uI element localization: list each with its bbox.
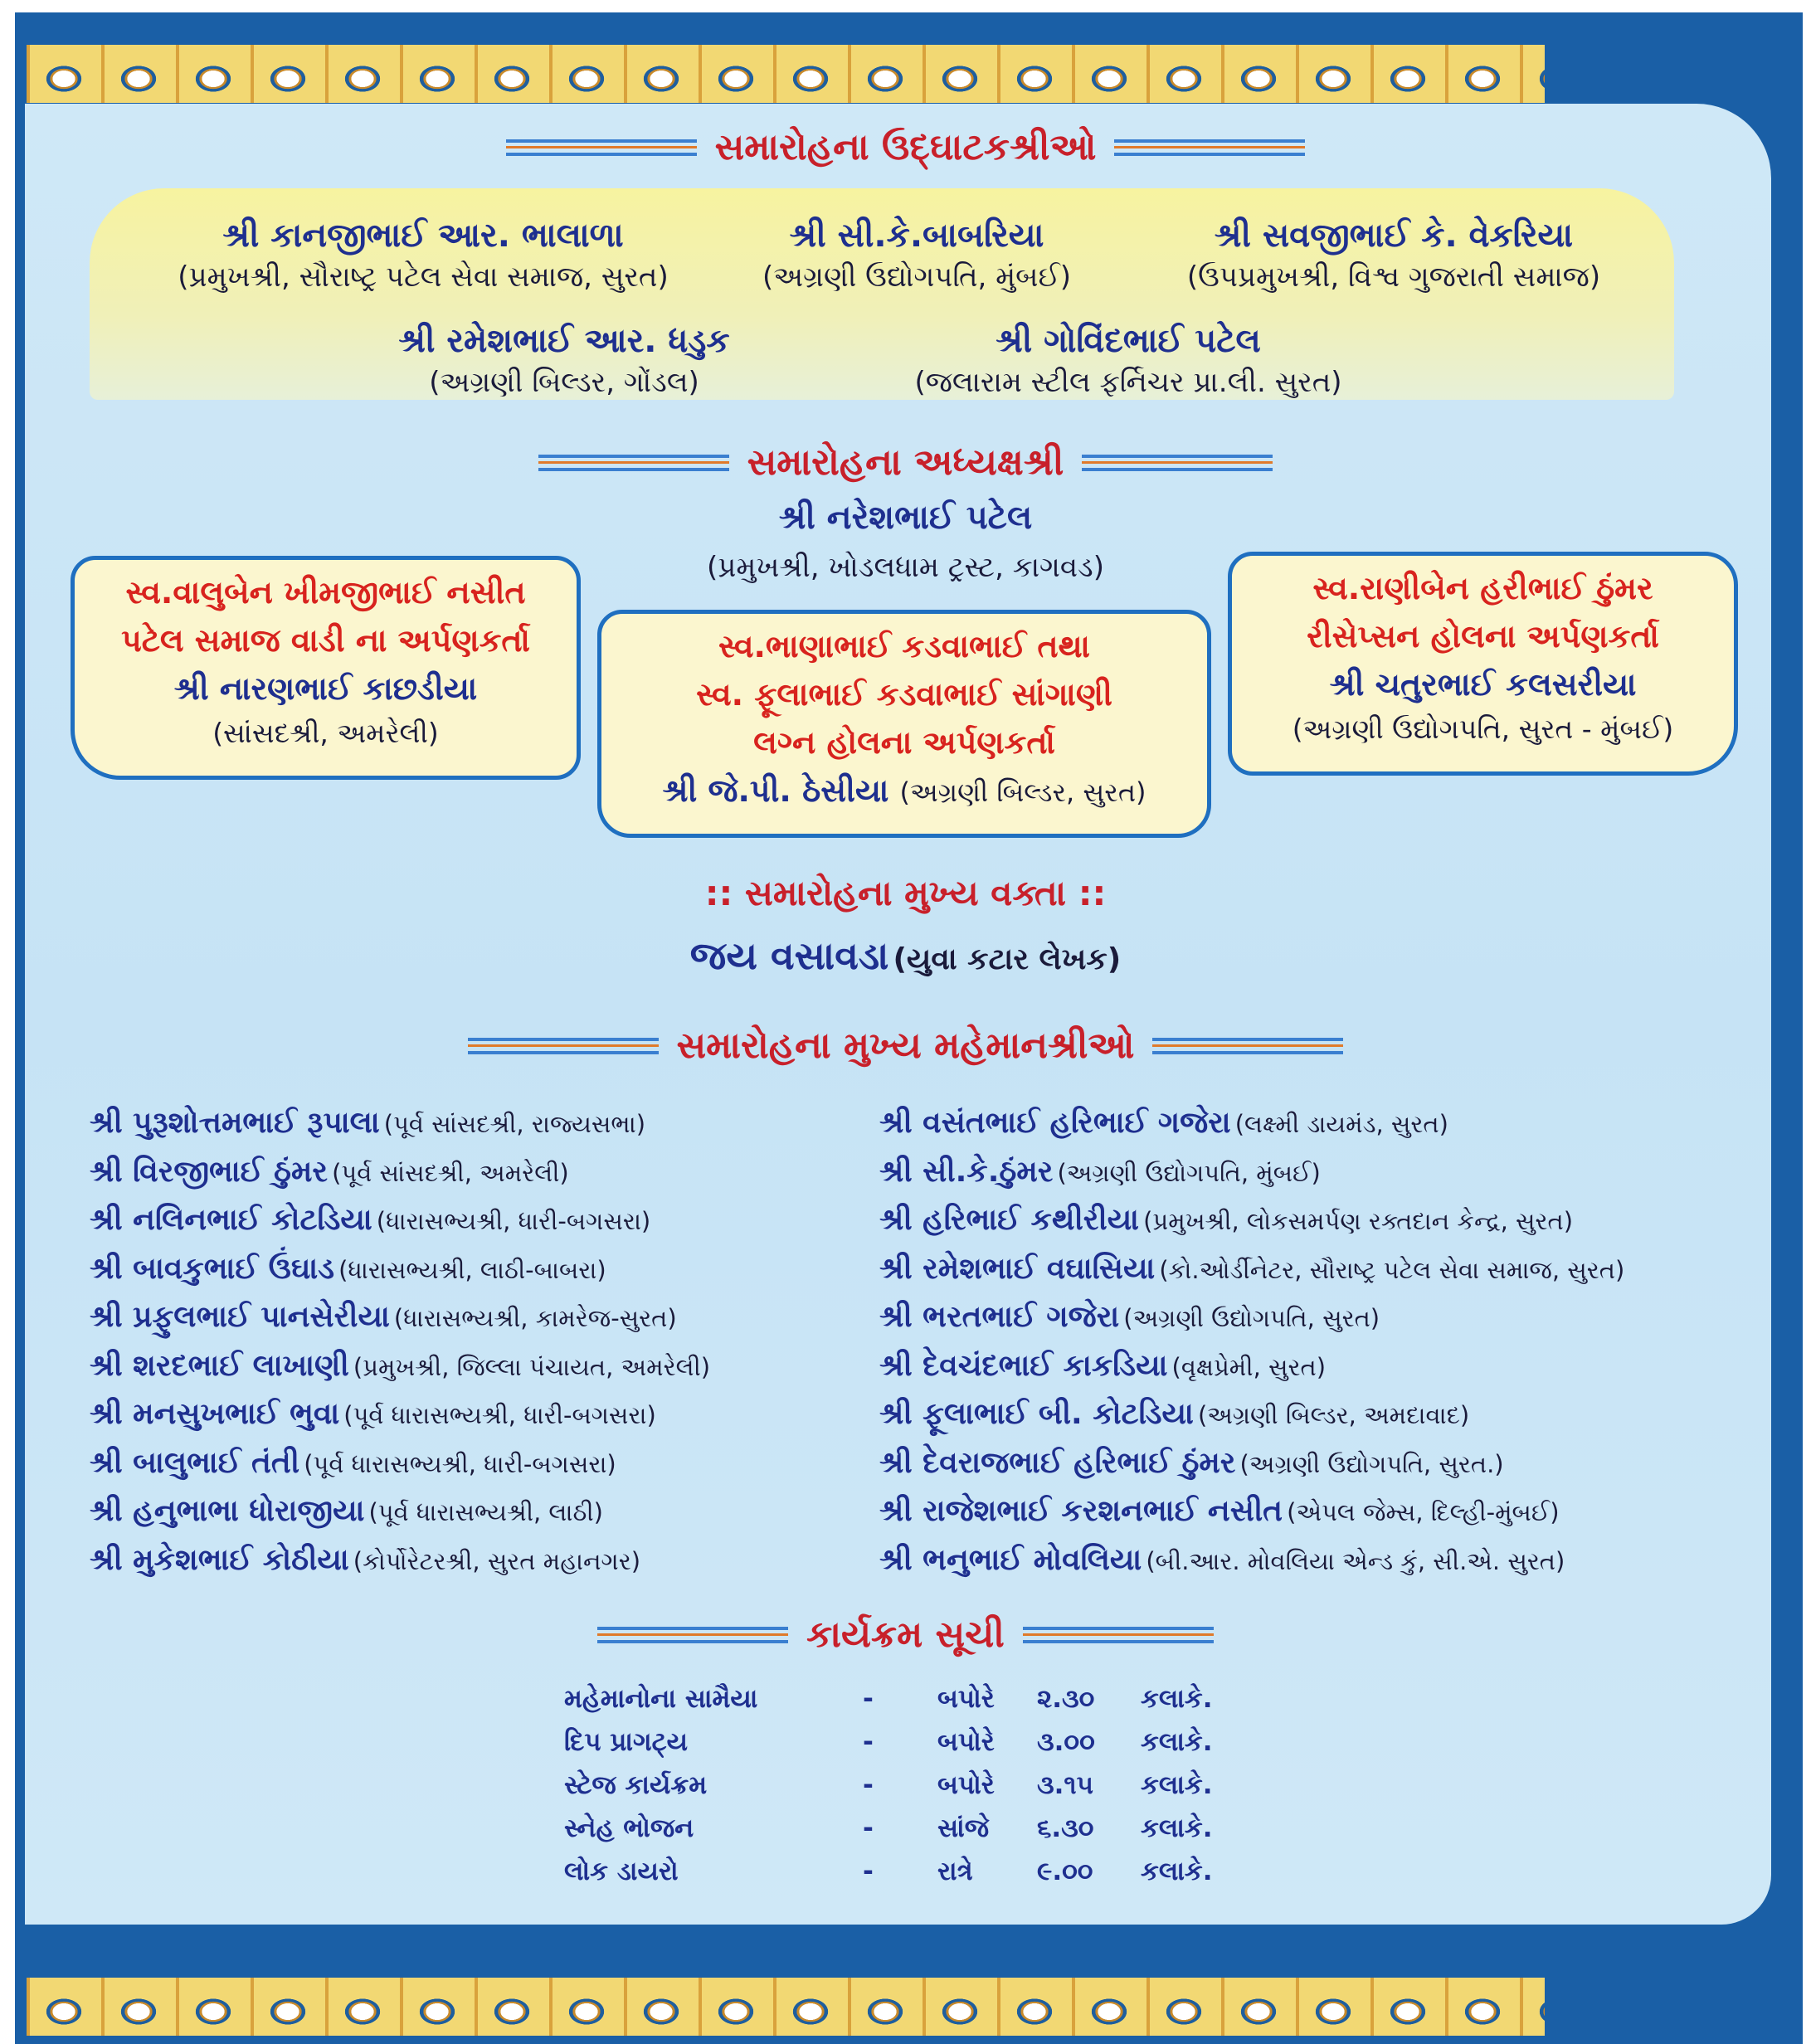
guest-name: શ્રી શરદભાઈ લાખાણી [90, 1348, 349, 1383]
guest-item [90, 1293, 710, 1342]
schedule-heading-text: કાર્યક્રમ સૂચી [806, 1613, 1005, 1656]
inaugurator-name: શ્રી રમેશભાઈ આર. ધડુક [398, 322, 730, 360]
donor-name: શ્રી નારણભાઈ કાછડીયા [173, 670, 478, 707]
schedule-table [564, 1677, 1249, 1893]
guest-role: (પૂર્વ સાંસદશ્રી, રાજ્યસભા) [383, 1110, 646, 1138]
guest-item [879, 1099, 1624, 1148]
guest-name: શ્રી રમેશભાઈ વઘાસિયા [879, 1251, 1156, 1286]
donor-name: શ્રી જે.પી. ઠેસીયા [662, 772, 889, 809]
schedule-period: રાત્રે [937, 1857, 973, 1886]
inaugurator-role: (જલારામ સ્ટીલ ફર્નિચર પ્રા.લી. સુરત) [914, 366, 1342, 399]
heading-decor-left [597, 1627, 788, 1647]
guest-name: શ્રી બાલુભાઈ તંતી [90, 1445, 300, 1480]
guest-role: (પૂર્વ ધારાસભ્યશ્રી, લાઠી) [368, 1498, 603, 1526]
guest-item [90, 1487, 710, 1536]
guest-item [879, 1196, 1624, 1245]
inaugurator-name: શ્રી કાનજીભાઈ આર. ભાલાળા [222, 217, 624, 255]
guest-item [90, 1342, 710, 1391]
president-heading [0, 441, 1811, 484]
guest-role: (લક્ષ્મી ડાયમંડ, સુરત) [1234, 1110, 1448, 1138]
guest-name: શ્રી દેવચંદભાઈ કાકડિયા [879, 1348, 1168, 1383]
guest-role: (પૂર્વ ધારાસભ્યશ્રી, ધારી-બગસરા) [343, 1401, 656, 1429]
heading-decor-left [538, 455, 729, 474]
guest-role: (પૂર્વ ધારાસભ્યશ્રી, ધારી-બગસરા) [304, 1449, 616, 1478]
schedule-time: ૩.૧૫ [1037, 1770, 1093, 1800]
donor-dedication-line: સ્વ.ભાણાભાઈ કડવાભાઈ તથા [718, 628, 1090, 664]
schedule-unit: કલાકે. [1141, 1684, 1213, 1714]
guest-role: (વૃક્ષપ્રેમી, સુરત) [1171, 1352, 1327, 1381]
guest-name: શ્રી ભરતભાઈ ગજેરા [879, 1300, 1120, 1334]
guest-name: શ્રી મુકેશભાઈ કોઠીયા [90, 1542, 349, 1577]
guest-name: શ્રી નલિનભાઈ કોટડિયા [90, 1203, 372, 1237]
guests-heading-text: સમારોહના મુખ્ય મહેમાનશ્રીઓ [676, 1024, 1135, 1067]
guest-role: (પૂર્વ સાંસદશ્રી, અમરેલી) [332, 1158, 569, 1187]
guest-item [90, 1536, 710, 1585]
guest-item [879, 1342, 1624, 1391]
guest-name: શ્રી હનુભાભા ધોરાજીયા [90, 1494, 365, 1528]
inaugurator-name: શ્રી સવજીભાઈ કે. વેકરિયા [1214, 217, 1574, 255]
guest-list-left [90, 1099, 710, 1584]
donor-dedication-line: લગ્ન હોલના અર્પણકર્તા [753, 724, 1055, 761]
schedule-row [564, 1677, 1249, 1720]
guest-role: (કો.ઓર્ડીનેટર, સૌરાષ્ટ્ર પટેલ સેવા સમાજ, સુરત) [1159, 1255, 1625, 1284]
inaugurator-role: (પ્રમુખશ્રી, સૌરાષ્ટ્ર પટેલ સેવા સમાજ, સુરત) [178, 260, 669, 294]
guest-item [879, 1439, 1624, 1488]
donor-role: (અગ્રણી બિલ્ડર, સુરત) [899, 776, 1146, 808]
donor-dedication-line: રીસેપ્સન હોલના અર્પણકર્તા [1307, 618, 1659, 655]
schedule-unit: કલાકે. [1141, 1770, 1213, 1800]
schedule-row [564, 1720, 1249, 1764]
guest-role: (અગ્રણી ઉદ્યોગપતિ, મુંબઈ) [1057, 1158, 1321, 1187]
president-heading-text: સમારોહના અધ્યક્ષશ્રી [747, 441, 1064, 484]
guest-role: (ધારાસભ્યશ્રી, ધારી-બગસરા) [376, 1207, 651, 1235]
guest-role: (અગ્રણી ઉદ્યોગપતિ, સુરત) [1123, 1304, 1380, 1332]
guest-name: શ્રી વસંતભાઈ હરિભાઈ ગજેરા [879, 1106, 1231, 1140]
donor-name: શ્રી ચતુરભાઈ કલસરીયા [1329, 666, 1637, 703]
speaker-name: જય વસાવડા [689, 933, 889, 978]
guest-role: (અગ્રણી બિલ્ડર, અમદાવાદ) [1197, 1401, 1470, 1429]
guest-role: (ધારાસભ્યશ્રી, કામરેજ-સુરત) [393, 1304, 677, 1332]
schedule-time: ૯.૦૦ [1037, 1857, 1093, 1886]
schedule-dash: - [863, 1770, 874, 1800]
heading-decor-left [468, 1038, 659, 1058]
speaker-role: (યુવા કટાર લેખક) [893, 942, 1122, 976]
guest-item [90, 1439, 710, 1488]
guest-name: શ્રી ભનુભાઈ મોવલિયા [879, 1542, 1142, 1577]
top-ornament-border [27, 40, 1545, 108]
inaugurator-name: શ્રી સી.કે.બાબરિયા [789, 217, 1044, 255]
heading-decor-right [1152, 1038, 1343, 1058]
guests-heading [0, 1024, 1811, 1067]
schedule-event: લોક ડાયરો [564, 1857, 679, 1886]
schedule-row [564, 1764, 1249, 1807]
schedule-dash: - [863, 1857, 874, 1886]
guest-item [90, 1148, 710, 1197]
guest-name: શ્રી રાજેશભાઈ કરશનભાઈ નસીત [879, 1494, 1283, 1528]
guest-item [879, 1148, 1624, 1197]
schedule-unit: કલાકે. [1141, 1813, 1213, 1843]
schedule-unit: કલાકે. [1141, 1857, 1213, 1886]
schedule-period: બપોરે [937, 1684, 995, 1714]
donor-role: (અગ્રણી ઉદ્યોગપતિ, સુરત - મુંબઈ) [1292, 713, 1674, 745]
schedule-event: સ્નેહ ભોજન [564, 1813, 694, 1843]
schedule-row [564, 1850, 1249, 1893]
donor-dedication-line: સ્વ. ફૂલાભાઈ કડવાભાઈ સાંગાણી [696, 676, 1112, 713]
schedule-period: સાંજે [937, 1813, 990, 1843]
inaugurator-2 [730, 214, 1103, 297]
schedule-row [564, 1807, 1249, 1850]
schedule-dash: - [863, 1684, 874, 1714]
inaugurators-heading [0, 126, 1811, 168]
bottom-ornament-border [27, 1973, 1545, 2041]
guest-role: (એપલ જેમ્સ, દિલ્હી-મુંબઈ) [1287, 1498, 1560, 1526]
guest-role: (ધારાસભ્યશ્રી, લાઠી-બાબરા) [338, 1255, 606, 1284]
schedule-time: ૩.૦૦ [1037, 1727, 1095, 1757]
guest-role: (અગ્રણી ઉદ્યોગપતિ, સુરત.) [1239, 1449, 1504, 1478]
guest-name: શ્રી પ્રફુલભાઈ પાનસેરીયા [90, 1300, 390, 1334]
inaugurator-role: (અગ્રણી બિલ્ડર, ગોંડલ) [429, 366, 699, 399]
schedule-heading [0, 1613, 1811, 1656]
guest-role: (પ્રમુખશ્રી, લોકસમર્પણ રક્તદાન કેન્દ્ર, સુરત) [1143, 1207, 1574, 1235]
schedule-event: દિપ પ્રાગટ્ય [564, 1727, 689, 1757]
president-name: શ્રી નરેશભાઈ પટેલ [778, 499, 1033, 537]
heading-decor-right [1114, 139, 1305, 159]
guest-item [879, 1536, 1624, 1585]
guest-role: (કોર્પોરેટરશ્રી, સુરત મહાનગર) [353, 1546, 641, 1575]
donor-card-left [71, 556, 581, 780]
schedule-time: ૨.૩૦ [1037, 1684, 1095, 1714]
donor-dedication-line: પટેલ સમાજ વાડી ના અર્પણકર્તા [121, 622, 530, 659]
heading-decor-right [1023, 1627, 1214, 1647]
schedule-dash: - [863, 1813, 874, 1843]
guest-item [90, 1245, 710, 1294]
guest-item [90, 1099, 710, 1148]
guest-name: શ્રી મનસુખભાઈ ભુવા [90, 1397, 340, 1431]
guest-name: શ્રી હરિભાઈ કથીરીયા [879, 1203, 1139, 1237]
guest-role: (પ્રમુખશ્રી, જિલ્લા પંચાયત, અમરેલી) [353, 1352, 711, 1381]
guest-name: શ્રી પુરૂશોત્તમભાઈ રૂપાલા [90, 1106, 380, 1140]
guest-role: (બી.આર. મોવલિયા એન્ડ કું, સી.એ. સુરત) [1146, 1546, 1565, 1575]
guest-name: શ્રી ફૂલાભાઈ બી. કોટડિયા [879, 1397, 1194, 1431]
heading-decor-left [506, 139, 697, 159]
guest-item [879, 1245, 1624, 1294]
schedule-time: ૬.૩૦ [1037, 1813, 1094, 1843]
schedule-event: મહેમાનોના સામૈયા [564, 1684, 758, 1714]
speaker-heading: :: સમારોહના મુખ્ય વક્તા :: [704, 873, 1107, 913]
donor-card-right [1228, 552, 1738, 776]
schedule-period: બપોરે [937, 1770, 995, 1800]
guest-name: શ્રી વિરજીભાઈ ઠુંમર [90, 1154, 328, 1189]
guest-item [879, 1293, 1624, 1342]
president-role: (પ્રમુખશ્રી, ખોડલધામ ટ્રસ્ટ, કાગવડ) [707, 551, 1104, 584]
inaugurator-role: (ઉપપ્રમુખશ્રી, વિશ્વ ગુજરાતી સમાજ) [1186, 260, 1601, 294]
heading-decor-right [1082, 455, 1273, 474]
donor-dedication-line: સ્વ.વાલુબેન ખીમજીભાઈ નસીત [125, 574, 526, 611]
guest-item [90, 1390, 710, 1439]
donor-card-center [597, 610, 1211, 838]
guest-name: શ્રી દેવરાજભાઈ હરિભાઈ ઠુંમર [879, 1445, 1236, 1480]
inaugurator-1 [124, 214, 722, 297]
donor-role: (સાંસદશ્રી, અમરેલી) [212, 717, 439, 749]
guest-item [879, 1390, 1624, 1439]
guest-name: શ્રી બાવકુભાઈ ઉંઘાડ [90, 1251, 334, 1286]
inaugurator-5 [854, 319, 1402, 402]
guest-name: શ્રી સી.કે.ઠુંમર [879, 1154, 1054, 1189]
donor-name-row [601, 766, 1207, 816]
schedule-event: સ્ટેજ કાર્યક્રમ [564, 1770, 708, 1800]
inaugurator-role: (અગ્રણી ઉદ્યોગપતિ, મુંબઈ) [762, 260, 1071, 294]
schedule-period: બપોરે [937, 1727, 995, 1757]
guest-list-right [879, 1099, 1624, 1584]
inaugurator-4 [348, 319, 780, 402]
inaugurator-3 [1137, 214, 1651, 297]
schedule-dash: - [863, 1727, 874, 1757]
speaker [0, 933, 1811, 980]
schedule-unit: કલાકે. [1141, 1727, 1213, 1757]
guest-item [879, 1487, 1624, 1536]
donor-dedication-line: સ્વ.રાણીબેન હરીભાઈ ઠુંમર [1312, 570, 1653, 606]
inaugurator-name: શ્રી ગોવિંદભાઈ પટેલ [996, 322, 1261, 360]
inaugurators-heading-text: સમારોહના ઉદ્‌ઘાટકશ્રીઓ [714, 126, 1097, 168]
guest-item [90, 1196, 710, 1245]
